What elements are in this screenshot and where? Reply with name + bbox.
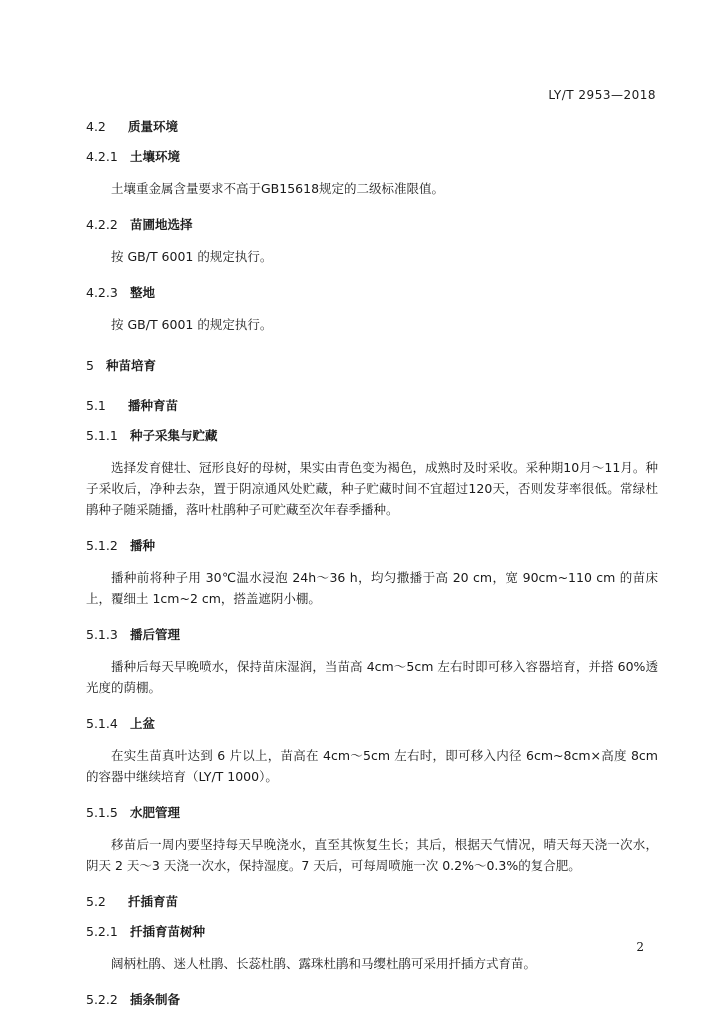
heading-5-1-2 [86, 537, 658, 555]
paragraph-5-2-1: 阔柄杜鹃、迷人杜鹃、长蕊杜鹃、露珠杜鹃和马缨杜鹃可采用扦插方式育苗。 [111, 956, 537, 971]
heading-5-2-2 [86, 991, 658, 1009]
document-code: LY/T 2953—2018 [548, 88, 656, 102]
heading-5-1-5 [86, 804, 658, 822]
paragraph-5-1-5: 移苗后一周内要坚持每天早晚浇水，直至其恢复生长；其后，根据天气情况，晴天每天浇一次水，阴天 2 天～3 天浇一次水，保持湿度。7 天后，可每周喷施一次 0.2%～0.3%的复合肥。 [86, 837, 658, 873]
heading-5-1 [86, 397, 658, 415]
paragraph-4-2-2: 按 GB/T 6001 的规定执行。 [111, 249, 273, 264]
heading-title: 种苗培育 [106, 358, 157, 373]
heading-number: 5.1.3 [86, 627, 118, 642]
heading-5 [86, 357, 658, 375]
heading-title: 种子采集与贮藏 [130, 428, 218, 443]
heading-title: 土壤环境 [130, 149, 181, 164]
heading-title: 播种 [130, 538, 156, 553]
paragraph-5-1-1: 选择发育健壮、冠形良好的母树，果实由青色变为褐色，成熟时及时采收。采种期10月～11月。种子采收后，净种去杂，置于阴凉通风处贮藏，种子贮藏时间不宜超过120天，否则发芽率很低。常绿杜鹃种子随采随播，落叶杜鹃种子可贮藏至次年春季播种。 [86, 460, 658, 517]
heading-4-2-2 [86, 216, 658, 234]
heading-number: 4.2.3 [86, 285, 118, 300]
heading-title: 扦插育苗树种 [130, 924, 206, 939]
heading-number: 5.2 [86, 894, 106, 909]
heading-number: 4.2.1 [86, 149, 118, 164]
heading-title: 上盆 [130, 716, 156, 731]
heading-number: 5.1.1 [86, 428, 118, 443]
heading-5-2 [86, 893, 658, 911]
heading-4-2-3 [86, 284, 658, 302]
heading-4-2-1 [86, 148, 658, 166]
heading-title: 播后管理 [130, 627, 181, 642]
heading-title: 苗圃地选择 [130, 217, 193, 232]
heading-5-2-1 [86, 923, 658, 941]
heading-number: 5.1 [86, 398, 106, 413]
heading-number: 5.2.1 [86, 924, 118, 939]
heading-number: 4.2 [86, 119, 106, 134]
heading-title: 水肥管理 [130, 805, 181, 820]
paragraph-5-1-2: 播种前将种子用 30℃温水浸泡 24h～36 h，均匀撒播于高 20 cm，宽 90cm~110 cm 的苗床上，覆细土 1cm~2 cm，搭盖遮阴小棚。 [86, 570, 658, 606]
heading-title: 质量环境 [128, 119, 179, 134]
heading-4-2 [86, 118, 658, 136]
paragraph-5-1-4: 在实生苗真叶达到 6 片以上，苗高在 4cm～5cm 左右时，即可移入内径 6cm~8cm×高度 8cm 的容器中继续培育（LY/T 1000）。 [86, 748, 658, 784]
paragraph-4-2-1: 土壤重金属含量要求不高于GB15618规定的二级标准限值。 [111, 181, 445, 196]
heading-title: 播种育苗 [128, 398, 179, 413]
heading-number: 5 [86, 358, 94, 373]
heading-number: 5.2.2 [86, 992, 118, 1007]
heading-number: 5.1.2 [86, 538, 118, 553]
heading-title: 扦插育苗 [128, 894, 179, 909]
paragraph-5-1-3: 播种后每天早晚喷水，保持苗床湿润，当苗高 4cm～5cm 左右时即可移入容器培育，并搭 60%透光度的荫棚。 [86, 659, 658, 695]
page-number: 2 [636, 940, 644, 954]
document-body [86, 118, 658, 1009]
heading-title: 插条制备 [130, 992, 181, 1007]
heading-number: 5.1.5 [86, 805, 118, 820]
heading-number: 4.2.2 [86, 217, 118, 232]
heading-5-1-1 [86, 427, 658, 445]
heading-title: 整地 [130, 285, 156, 300]
paragraph-4-2-3: 按 GB/T 6001 的规定执行。 [111, 317, 273, 332]
heading-5-1-3 [86, 626, 658, 644]
heading-5-1-4 [86, 715, 658, 733]
heading-number: 5.1.4 [86, 716, 118, 731]
